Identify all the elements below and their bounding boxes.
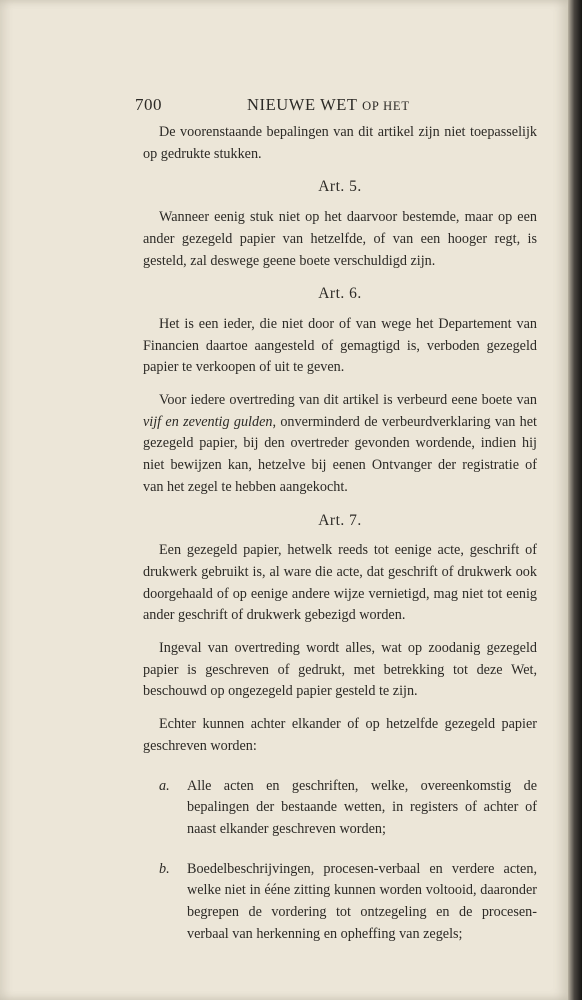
list-marker-a: a.	[159, 777, 170, 794]
article-7-heading: Art. 7.	[318, 511, 362, 529]
article-6-heading: Art. 6.	[318, 285, 362, 303]
list-item-b-text: Boedelbeschrijvingen, procesen-verbaal en verdere acten, welke niet in ééne zitting kunnen worden voltooid, daaronder begrepen de vordering tot ontzegeling en de procesen-verbaal van herkenning en opheffing van zegels;	[187, 860, 537, 942]
paragraph-3: Het is een ieder, die niet door of van wege het Departement van Financien daartoe aangesteld of gemagtigd is, verboden gezegeld papier te verkoopen of uit te geven.	[143, 315, 537, 376]
list-item-a-text: Alle acten en geschriften, welke, overeenkomstig de bepalingen der bestaande wetten, in registers of achter of naast elkander geschreven worden;	[187, 777, 537, 837]
text-block	[135, 94, 537, 960]
paragraph-4-end: , onverminderd de verbeurdverklaring van het gezegeld papier, bij den overtreder gevonden wordende, indien hij niet bewijzen kan, hetzelve bij eenen Ontvanger der registratie of van het zegel te hebben aangekocht.	[143, 413, 537, 495]
running-head	[135, 94, 537, 120]
paragraph-1: De voorenstaande bepalingen van dit artikel zijn niet toepasselijk op gedrukte stukken.	[143, 124, 537, 162]
page-edge-shadow	[568, 0, 582, 1000]
paragraph-4	[143, 390, 537, 499]
running-title-main: NIEUWE WET	[247, 95, 358, 114]
paragraph-6: Ingeval van overtreding wordt alles, wat op zoodanig gezegeld papier is geschreven of gedrukt, met betrekking tot deze Wet, beschouwd op ongezegeld papier gesteld te zijn.	[143, 640, 537, 700]
page-number: 700	[135, 95, 162, 114]
paragraph-7: Echter kunnen achter elkander of op hetzelfde gezegeld papier geschreven worden:	[143, 716, 537, 754]
list-item-b	[143, 859, 537, 946]
list-item-a	[143, 776, 537, 841]
paragraph-5: Een gezegeld papier, hetwelk reeds tot eenige acte, geschrift of drukwerk gebruikt is, al ware die acte, dat geschrift of drukwerk ook doorgehaald of op eenige andere wijze vernietigd, mag niet tot eenig ander geschrift of drukwerk gebezigd worden.	[143, 542, 537, 624]
list-marker-b: b.	[159, 860, 170, 877]
fine-amount: vijf en zeventig gulden	[143, 413, 273, 430]
running-title-small: OP HET	[362, 99, 410, 113]
paragraph-2: Wanneer eenig stuk niet op het daarvoor bestemde, maar op een ander gezegeld papier van hetzelfde, of van een hooger regt, is gesteld, zal deswege geene boete verschuldigd zijn.	[143, 209, 537, 269]
paragraph-4-start: Voor iedere overtreding van dit artikel is verbeurd eene boete van	[159, 392, 537, 409]
article-5-heading: Art. 5.	[318, 178, 362, 196]
running-title	[247, 94, 410, 118]
